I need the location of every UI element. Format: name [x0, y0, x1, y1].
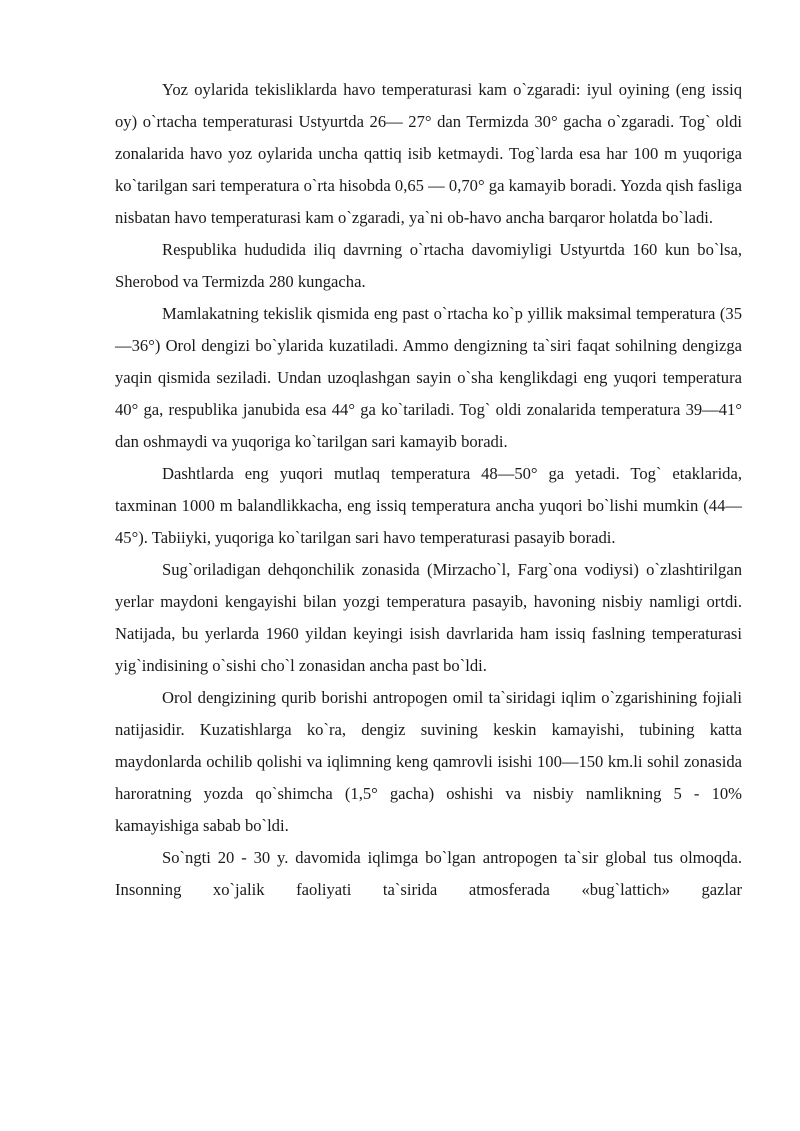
paragraph-warm-period: Respublika hududida iliq davrning o`rtacha davomiyligi Ustyurtda 160 kun bo`lsa, Sherobod va Termizda 280 kungacha.	[115, 240, 742, 291]
paragraph-aral-sea: Orol dengizining qurib borishi antropogen omil ta`siridagi iqlim o`zgarishining fojiali natijasidir. Kuzatishlarga ko`ra, dengiz suvining keskin kamayishi, tubining katta maydonlarda ochilib qolishi va iqlimning keng qamrovli isishi 100—150 km.li sohil zonasida haroratning yozda qo`shimcha (1,5° gacha) oshishi va nisbiy namlikning 5 - 10% kamayishiga sabab bo`ldi.	[115, 688, 742, 835]
paragraph-absolute-temperature: Dashtlarda eng yuqori mutlaq temperatura 48—50° ga yetadi. Tog` etaklarida, taxminan 1000 m balandlikkacha, eng issiq temperatura ancha yuqori bo`lishi mumkin (44—45°). Tabiiyki, yuqoriga ko`tarilgan sari havo temperaturasi pasayib boradi.	[115, 464, 742, 547]
paragraph-summer-temperature: Yoz oylarida tekisliklarda havo temperaturasi kam o`zgaradi: iyul oyining (eng issiq oy) o`rtacha temperaturasi Ustyurtda 26— 27° dan Termizda 30° gacha o`zgaradi. Tog` oldi zonalarida havo yoz oylarida uncha qattiq isib ketmaydi. Tog`larda esa har 100 m yuqoriga ko`tarilgan sari temperatura o`rta hisobda 0,65 — 0,70° ga kamayib boradi. Yozda qish fasliga nisbatan havo temperaturasi kam o`zgaradi, ya`ni ob-havo ancha barqaror holatda bo`ladi.	[115, 80, 742, 227]
paragraph-irrigated-zone: Sug`oriladigan dehqonchilik zonasida (Mirzacho`l, Farg`ona vodiysi) o`zlashtirilgan yerlar maydoni kengayishi bilan yozgi temperatura pasayib, havoning nisbiy namligi ortdi. Natijada, bu yerlarda 1960 yildan keyingi isish davrlarida ham issiq faslning temperaturasi yig`indisining o`sishi cho`l zonasidan ancha past bo`ldi.	[115, 560, 742, 675]
paragraph-anthropogenic-impact: So`ngti 20 - 30 y. davomida iqlimga bo`lgan antropogen ta`sir global tus olmoqda. Insonning xo`jalik faoliyati ta`sirida atmosferada «bug`lattich» gazlar	[115, 848, 742, 899]
paragraph-maximum-temperature: Mamlakatning tekislik qismida eng past o`rtacha ko`p yillik maksimal temperatura (35—36°) Orol dengizi bo`ylarida kuzatiladi. Ammo dengizning ta`siri faqat sohilning dengizga yaqin qismida seziladi. Undan uzoqlashgan sayin o`sha kenglikdagi eng yuqori temperatura 40° ga, respublika janubida esa 44° ga ko`tariladi. Tog` oldi zonalarida temperatura 39—41° dan oshmaydi va yuqoriga ko`tarilgan sari kamayib boradi.	[115, 304, 742, 451]
body-text	[115, 74, 742, 906]
